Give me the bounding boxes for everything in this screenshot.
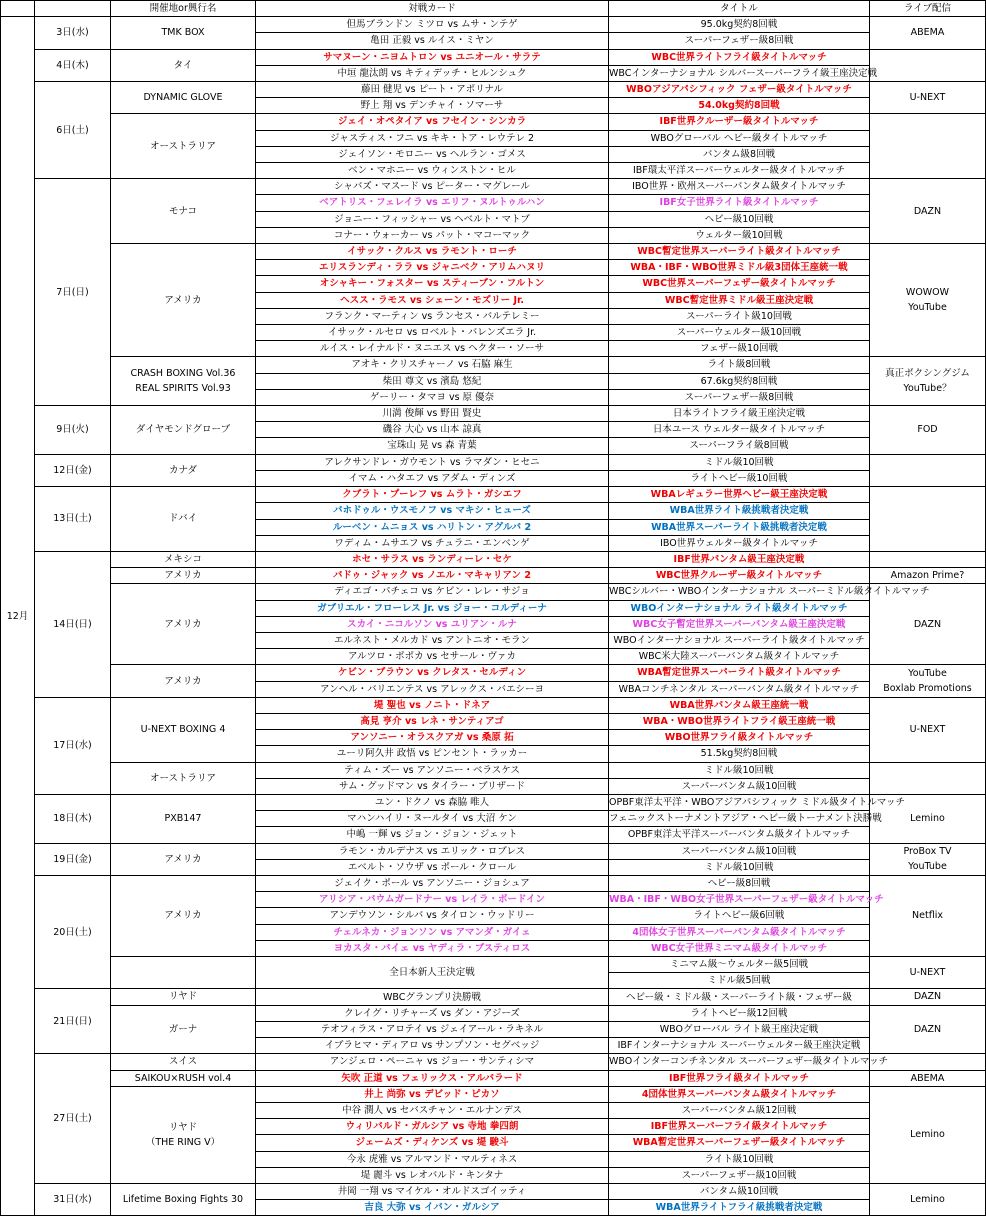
- stream-cell: [870, 1086, 986, 1183]
- title-cell: スーパーライト級10回戦: [609, 308, 870, 324]
- stream-line: U-NEXT: [909, 724, 946, 736]
- card-cell: 今永 虎雅 vs アルマンド・マルティネス: [256, 1151, 609, 1167]
- title-cell: 日本ユース ウェルター級タイトルマッチ: [609, 422, 870, 438]
- stream-line: YouTube？: [903, 383, 952, 395]
- venue-cell: [111, 957, 256, 989]
- date-cell: 9日(火): [35, 406, 111, 455]
- title-cell: スーパーバンタム級12回戦: [609, 1103, 870, 1119]
- stream-cell: [870, 82, 986, 114]
- title-cell: ミドル級10回戦: [609, 454, 870, 470]
- stream-line: Lemino: [910, 1194, 945, 1206]
- card-cell: クブラト・プーレフ vs ムラト・ガシエフ: [256, 487, 609, 503]
- title-cell: WBOアジアパシフィック フェザー級タイトルマッチ: [609, 82, 870, 98]
- venue-cell: [111, 697, 256, 762]
- title-cell: WBA世界ライト級挑戦者決定戦: [609, 503, 870, 519]
- card-cell: ラモン・カルデナス vs エリック・ロブレス: [256, 843, 609, 859]
- date-cell: 21日(日): [35, 989, 111, 1054]
- venue-line: Lifetime Boxing Fights 30: [122, 1194, 244, 1206]
- card-cell: アンソニー・オラスクアガ vs 桑原 拓: [256, 730, 609, 746]
- title-cell: ミドル級10回戦: [609, 859, 870, 875]
- title-cell: スーパーウェルター級10回戦: [609, 325, 870, 341]
- table-row: [1, 665, 986, 681]
- card-cell: 矢吹 正道 vs フェリックス・アルバラード: [256, 1070, 609, 1086]
- venue-line: オーストラリア: [149, 140, 217, 152]
- venue-line: アメリカ: [164, 294, 202, 306]
- title-cell: フェザー級10回戦: [609, 341, 870, 357]
- card-cell: テオフィラス・アロテイ vs ジェイアール・ラキネル: [256, 1021, 609, 1037]
- venue-line: （THE RING Ⅴ）: [145, 1136, 221, 1148]
- header-row: [1, 1, 986, 17]
- stream-line: Amazon Prime?: [890, 570, 965, 582]
- title-cell: WBA世界バンタム級王座統一戦: [609, 697, 870, 713]
- venue-cell: [111, 1070, 256, 1086]
- venue-cell: [111, 1184, 256, 1216]
- table-row: [1, 114, 986, 130]
- stream-line: YouTube: [908, 302, 947, 314]
- card-cell: 磯谷 大心 vs 山本 諒真: [256, 422, 609, 438]
- venue-line: ガーナ: [168, 1023, 198, 1035]
- stream-line: ABEMA: [910, 1072, 945, 1084]
- venue-cell: [111, 1054, 256, 1070]
- venue-cell: [111, 1005, 256, 1054]
- card-cell: 吉良 大弥 vs イバン・ガルシア: [256, 1200, 609, 1216]
- title-cell: WBA・IBF・WBO世界ミドル級3団体王座統一戦: [609, 260, 870, 276]
- title-cell: WBC世界クルーザー級タイトルマッチ: [609, 568, 870, 584]
- date-cell: 20日(土): [35, 876, 111, 989]
- stream-line: Netflix: [912, 910, 943, 922]
- card-cell: シャバズ・マスード vs ピーター・マグレール: [256, 179, 609, 195]
- venue-cell: [111, 762, 256, 794]
- venue-line: U-NEXT BOXING 4: [140, 724, 226, 736]
- card-cell: スカイ・ニコルソン vs ユリアン・ルナ: [256, 616, 609, 632]
- card-cell: 亀田 正毅 vs ルイス・ミヤン: [256, 33, 609, 49]
- venue-cell: [111, 551, 256, 567]
- card-cell: サマヌーン・ニヨムトロン vs ユニオール・サラテ: [256, 49, 609, 65]
- stream-line: DAZN: [913, 618, 942, 630]
- header-stream: ライブ配信: [870, 1, 986, 17]
- card-cell: ティム・ズー vs アンソニー・ベラスケス: [256, 762, 609, 778]
- table-row: [1, 82, 986, 98]
- title-cell: フェニックストーナメントアジア・ヘビー級トーナメント決勝戦: [609, 811, 870, 827]
- card-cell: ディエゴ・パチェコ vs ケビン・レレ・サジョ: [256, 584, 609, 600]
- card-cell: ベアトリス・フェレイラ vs エリフ・ヌルトゥルハン: [256, 195, 609, 211]
- venue-cell: [111, 1086, 256, 1183]
- venue-cell: [111, 665, 256, 697]
- stream-line: 真正ボクシングジム: [885, 368, 970, 380]
- card-cell: サム・グッドマン vs タイラー・ブリザード: [256, 778, 609, 794]
- card-cell: アンデウソン・シルバ vs タイロン・ウッドリー: [256, 908, 609, 924]
- table-row: [1, 989, 986, 1005]
- date-cell: 3日(水): [35, 17, 111, 49]
- stream-cell: [870, 568, 986, 584]
- table-row: [1, 487, 986, 503]
- card-cell: アレクサンドレ・ガウモント vs ラマダン・ヒセニ: [256, 454, 609, 470]
- title-cell: WBCシルバー・WBOインターナショナル スーパーミドル級タイトルマッチ: [609, 584, 870, 600]
- title-cell: 日本ライトフライ級王座決定戦: [609, 406, 870, 422]
- table-row: [1, 795, 986, 811]
- card-cell: 中嶋 一輝 vs ジョン・ジョン・ジェット: [256, 827, 609, 843]
- title-cell: WBAコンチネンタル スーパーバンタム級タイトルマッチ: [609, 681, 870, 697]
- venue-line: アメリカ: [164, 618, 202, 630]
- card-cell: ウィリバルド・ガルシア vs 寺地 拳四朗: [256, 1119, 609, 1135]
- card-cell: ルーベン・ムニョス vs ハリトン・アグルバ 2: [256, 519, 609, 535]
- title-cell: WBC世界スーパーフェザー級タイトルマッチ: [609, 276, 870, 292]
- header-date: [35, 1, 111, 17]
- title-cell: IBF世界クルーザー級タイトルマッチ: [609, 114, 870, 130]
- title-cell: OPBF東洋太平洋・WBOアジアパシフィック ミドル級タイトルマッチ: [609, 795, 870, 811]
- stream-line: Boxlab Promotions: [883, 683, 972, 695]
- title-cell: WBAレギュラー世界ヘビー級王座決定戦: [609, 487, 870, 503]
- venue-line: カナダ: [168, 464, 198, 476]
- schedule-body: [1, 17, 986, 1216]
- stream-line: ABEMA: [910, 27, 945, 39]
- title-cell: OPBF東洋太平洋スーパーバンタム級タイトルマッチ: [609, 827, 870, 843]
- title-cell: IBF環太平洋スーパーウェルター級タイトルマッチ: [609, 163, 870, 179]
- venue-cell: [111, 568, 256, 584]
- title-cell: スーパーフェザー級10回戦: [609, 1167, 870, 1183]
- card-cell: ジェイク・ポール vs アンソニー・ジョシュア: [256, 876, 609, 892]
- title-cell: WBC米大陸スーパーバンタム級タイトルマッチ: [609, 649, 870, 665]
- table-row: [1, 49, 986, 65]
- stream-cell: [870, 1005, 986, 1054]
- title-cell: WBOインターナショナル スーパーライト級タイトルマッチ: [609, 633, 870, 649]
- card-cell: マハンハイリ・ヌールタイ vs 大沼 ケン: [256, 811, 609, 827]
- date-cell: 13日(土): [35, 487, 111, 552]
- venue-line: CRASH BOXING Vol.36: [130, 368, 236, 380]
- card-cell: ジョニー・フィッシャー vs ヘベルト・マトブ: [256, 211, 609, 227]
- title-cell: IBF世界フライ級タイトルマッチ: [609, 1070, 870, 1086]
- stream-line: Lemino: [910, 1129, 945, 1141]
- title-cell: WBOグローバル ライト級王座決定戦: [609, 1021, 870, 1037]
- venue-cell: [111, 584, 256, 665]
- stream-cell: [870, 665, 986, 697]
- card-cell: オシャキー・フォスター vs スティーブン・フルトン: [256, 276, 609, 292]
- stream-line: U-NEXT: [909, 92, 946, 104]
- card-cell: 藤田 健児 vs ピート・アポリナル: [256, 82, 609, 98]
- card-cell: アンジェロ・ペーニャ vs ジョー・サンティシマ: [256, 1054, 609, 1070]
- card-cell: チェルネカ・ジョンソン vs アマンダ・ガイェ: [256, 924, 609, 940]
- stream-cell: [870, 1184, 986, 1216]
- venue-line: アメリカ: [164, 570, 202, 582]
- stream-cell: [870, 357, 986, 406]
- venue-cell: [111, 179, 256, 244]
- card-cell: 宝珠山 晃 vs 森 青葉: [256, 438, 609, 454]
- card-cell: 井岡 一翔 vs マイケル・オルドスゴイッティ: [256, 1184, 609, 1200]
- date-cell: 27日(土): [35, 1054, 111, 1184]
- venue-line: ドバイ: [168, 513, 198, 525]
- card-cell: クレイグ・リチャーズ vs ダン・アジーズ: [256, 1005, 609, 1021]
- stream-cell: [870, 49, 986, 81]
- venue-line: リヤド: [168, 1121, 198, 1133]
- venue-cell: [111, 454, 256, 486]
- venue-line: オーストラリア: [149, 772, 217, 784]
- table-row: [1, 843, 986, 859]
- venue-line: TMK BOX: [161, 27, 205, 39]
- venue-line: SAIKOU×RUSH vol.4: [134, 1072, 232, 1084]
- title-cell: ライトヘビー級10回戦: [609, 470, 870, 486]
- card-cell: ユン・ドクノ vs 森脇 唯人: [256, 795, 609, 811]
- card-cell: ホセ・サラス vs ランディーレ・セケ: [256, 551, 609, 567]
- stream-cell: [870, 762, 986, 794]
- stream-cell: [870, 179, 986, 244]
- title-cell: スーパーフェザー級8回戦: [609, 389, 870, 405]
- card-cell: ガブリエル・フローレス Jr. vs ジョー・コルディーナ: [256, 600, 609, 616]
- card-cell: ジェイ・オペタイア vs フセイン・シンカラ: [256, 114, 609, 130]
- venue-cell: [111, 49, 256, 81]
- title-cell: 95.0kg契約8回戦: [609, 17, 870, 33]
- table-row: [1, 584, 986, 600]
- title-cell: WBA・WBO世界ライトフライ級王座統一戦: [609, 714, 870, 730]
- date-cell: 12日(金): [35, 454, 111, 486]
- card-cell: アオキ・クリスチャーノ vs 石脇 麻生: [256, 357, 609, 373]
- venue-line: DYNAMIC GLOVE: [143, 92, 223, 104]
- title-cell: ライト級8回戦: [609, 357, 870, 373]
- card-cell: WBCグランプリ決勝戦: [256, 989, 609, 1005]
- title-cell: WBA暫定世界スーパーフェザー級タイトルマッチ: [609, 1135, 870, 1151]
- table-row: [1, 1070, 986, 1086]
- card-cell: ヘスス・ラモス vs シェーン・モズリー Jr.: [256, 292, 609, 308]
- title-cell: ミニマム級～ウェルター級5回戦: [609, 957, 870, 973]
- venue-line: PXB147: [164, 813, 202, 825]
- table-row: [1, 1184, 986, 1200]
- stream-cell: [870, 17, 986, 49]
- stream-cell: [870, 1070, 986, 1086]
- card-cell: 川満 俊輝 vs 野田 賢史: [256, 406, 609, 422]
- card-cell: ユーリ阿久井 政悟 vs ピンセント・ラッカー: [256, 746, 609, 762]
- card-cell: エルネスト・メルカド vs アントニオ・モラン: [256, 633, 609, 649]
- title-cell: 67.6kg契約8回戦: [609, 373, 870, 389]
- title-cell: ミドル級10回戦: [609, 762, 870, 778]
- card-cell: エリスランディ・ララ vs ジャニベク・アリムハヌリ: [256, 260, 609, 276]
- title-cell: スーパーバンタム級10回戦: [609, 843, 870, 859]
- header-card: 対戦カード: [256, 1, 609, 17]
- stream-line: FOD: [917, 424, 938, 436]
- stream-line: DAZN: [913, 1023, 942, 1035]
- stream-cell: [870, 454, 986, 486]
- title-cell: ライト級10回戦: [609, 1151, 870, 1167]
- table-row: [1, 1005, 986, 1021]
- venue-cell: [111, 114, 256, 179]
- card-cell: ゲーリー・タマヨ vs 原 優奈: [256, 389, 609, 405]
- stream-line: Lemino: [910, 813, 945, 825]
- table-row: [1, 876, 986, 892]
- card-cell: アリシア・バウムガードナー vs レイラ・ボードイン: [256, 892, 609, 908]
- stream-line: DAZN: [913, 205, 942, 217]
- venue-line: メキシコ: [164, 553, 202, 565]
- venue-line: ダイヤモンドグローブ: [135, 424, 231, 436]
- card-cell: ジェームズ・ディケンズ vs 堤 駿斗: [256, 1135, 609, 1151]
- title-cell: ライトヘビー級12回戦: [609, 1005, 870, 1021]
- stream-cell: [870, 989, 986, 1005]
- card-cell: ルイス・レイナルド・ヌニエス vs ヘクター・ソーサ: [256, 341, 609, 357]
- month-cell: 12月: [1, 17, 35, 1216]
- card-cell: ベン・マホニー vs ウィンストン・ヒル: [256, 163, 609, 179]
- header-title: タイトル: [609, 1, 870, 17]
- title-cell: WBC世界ライトフライ級タイトルマッチ: [609, 49, 870, 65]
- card-cell: ケビン・ブラウン vs クレタス・セルディン: [256, 665, 609, 681]
- title-cell: WBC女子暫定世界スーパーバンタム級王座決定戦: [609, 616, 870, 632]
- stream-line: WOWOW: [905, 287, 950, 298]
- title-cell: 54.0kg契約8回戦: [609, 98, 870, 114]
- title-cell: スーパーフライ級8回戦: [609, 438, 870, 454]
- title-cell: バンタム級8回戦: [609, 146, 870, 162]
- card-cell: イブラヒマ・ディアロ vs サンプソン・セグベッジ: [256, 1038, 609, 1054]
- stream-line: YouTube: [908, 667, 947, 679]
- card-cell: ヨカスタ・バイェ vs ヤディラ・ブスティロス: [256, 940, 609, 956]
- title-cell: WBOインターナショナル ライト級タイトルマッチ: [609, 600, 870, 616]
- stream-cell: [870, 876, 986, 957]
- card-cell: アルツロ・ポポカ vs セサール・ヴァカ: [256, 649, 609, 665]
- stream-line: DAZN: [913, 991, 942, 1003]
- date-cell: 19日(金): [35, 843, 111, 875]
- title-cell: IBO世界ウェルター級タイトルマッチ: [609, 535, 870, 551]
- venue-cell: [111, 843, 256, 875]
- venue-line: REAL SPIRITS Vol.93: [135, 383, 231, 395]
- stream-cell: [870, 487, 986, 552]
- table-row: [1, 17, 986, 33]
- venue-cell: [111, 795, 256, 844]
- title-cell: WBOインターコンチネンタル スーパーフェザー級タイトルマッチ: [609, 1054, 870, 1070]
- venue-cell: [111, 406, 256, 455]
- card-cell: フランク・マーティン vs ランセス・バルテレミー: [256, 308, 609, 324]
- title-cell: IBFインターナショナル スーパーウェルター級王座決定戦: [609, 1038, 870, 1054]
- card-cell: イサック・ルセロ vs ロベルト・バレンズエラ Jr.: [256, 325, 609, 341]
- venue-cell: [111, 82, 256, 114]
- title-cell: ウェルター級10回戦: [609, 227, 870, 243]
- title-cell: IBO世界・欧州スーパーバンタム級タイトルマッチ: [609, 179, 870, 195]
- table-row: [1, 244, 986, 260]
- stream-cell: [870, 843, 986, 875]
- card-cell: 堤 麗斗 vs レオバルド・キンタナ: [256, 1167, 609, 1183]
- card-cell: ジャスティス・フニ vs キキ・トア・レウテレ 2: [256, 130, 609, 146]
- card-cell: バホドゥル・ウスモノフ vs マキシ・ヒューズ: [256, 503, 609, 519]
- title-cell: ヘビー級8回戦: [609, 876, 870, 892]
- card-cell: 全日本新人王決定戦: [256, 957, 609, 989]
- stream-cell: [870, 551, 986, 567]
- date-cell: 31日(水): [35, 1184, 111, 1216]
- stream-cell: [870, 957, 986, 989]
- title-cell: WBC暫定世界ミドル級王座決定戦: [609, 292, 870, 308]
- title-cell: WBOグローバル ヘビー級タイトルマッチ: [609, 130, 870, 146]
- table-row: [1, 568, 986, 584]
- card-cell: アンヘル・バリエンテス vs アレックス・バエシーヨ: [256, 681, 609, 697]
- title-cell: バンタム級10回戦: [609, 1184, 870, 1200]
- title-cell: IBF世界バンタム級王座決定戦: [609, 551, 870, 567]
- venue-cell: [111, 876, 256, 957]
- stream-cell: [870, 697, 986, 762]
- venue-cell: [111, 989, 256, 1005]
- title-cell: WBC女子世界ミニマム級タイトルマッチ: [609, 940, 870, 956]
- card-cell: 野上 翔 vs デンチャイ・ソマーサ: [256, 98, 609, 114]
- title-cell: ミドル級5回戦: [609, 973, 870, 989]
- table-row: [1, 551, 986, 567]
- table-row: [1, 357, 986, 373]
- table-row: [1, 762, 986, 778]
- title-cell: ヘビー級10回戦: [609, 211, 870, 227]
- card-cell: バドゥ・ジャック vs ノエル・マキャリアン 2: [256, 568, 609, 584]
- card-cell: イマム・ハタエフ vs アダム・ディンズ: [256, 470, 609, 486]
- stream-cell: [870, 406, 986, 455]
- table-row: [1, 1054, 986, 1070]
- title-cell: スーパーフェザー級8回戦: [609, 33, 870, 49]
- title-cell: ライトヘビー級6回戦: [609, 908, 870, 924]
- date-cell: 7日(日): [35, 179, 111, 406]
- table-row: [1, 179, 986, 195]
- stream-line: YouTube: [908, 861, 947, 873]
- card-cell: 高見 亨介 vs レネ・サンティアゴ: [256, 714, 609, 730]
- card-cell: 柴田 尊文 vs 濱島 悠紀: [256, 373, 609, 389]
- card-cell: エベルト・ソウザ vs ポール・クロール: [256, 859, 609, 875]
- stream-line: U-NEXT: [909, 967, 946, 979]
- card-cell: 但馬ブランドン ミツロ vs ムサ・ンテゲ: [256, 17, 609, 33]
- title-cell: スーパーバンタム級10回戦: [609, 778, 870, 794]
- title-cell: WBA暫定世界スーパーライト級タイトルマッチ: [609, 665, 870, 681]
- title-cell: 4団体女子世界スーパーバンタム級タイトルマッチ: [609, 924, 870, 940]
- card-cell: 中谷 潤人 vs セバスチャン・エルナンデス: [256, 1103, 609, 1119]
- card-cell: ワディム・ムサエフ vs チュラニ・エンベンゲ: [256, 535, 609, 551]
- title-cell: WBA世界ライトフライ級挑戦者決定戦: [609, 1200, 870, 1216]
- venue-line: タイ: [173, 59, 193, 71]
- title-cell: WBC暫定世界スーパーライト級タイトルマッチ: [609, 244, 870, 260]
- stream-cell: [870, 244, 986, 357]
- table-row: [1, 406, 986, 422]
- venue-line: モナコ: [168, 205, 198, 217]
- date-cell: 17日(水): [35, 697, 111, 794]
- title-cell: IBF世界スーパーフライ級タイトルマッチ: [609, 1119, 870, 1135]
- title-cell: 4団体世界スーパーバンタム級タイトルマッチ: [609, 1086, 870, 1102]
- table-row: [1, 957, 986, 973]
- venue-line: アメリカ: [164, 910, 202, 922]
- title-cell: 51.5kg契約8回戦: [609, 746, 870, 762]
- title-cell: WBO世界フライ級タイトルマッチ: [609, 730, 870, 746]
- date-cell: 6日(土): [35, 82, 111, 179]
- card-cell: 井上 尚弥 vs デビッド・ピカソ: [256, 1086, 609, 1102]
- title-cell: IBF女子世界ライト級タイトルマッチ: [609, 195, 870, 211]
- title-cell: WBA・IBF・WBO女子世界スーパーフェザー級タイトルマッチ: [609, 892, 870, 908]
- venue-cell: [111, 357, 256, 406]
- venue-line: リヤド: [168, 991, 198, 1003]
- venue-line: アメリカ: [164, 853, 202, 865]
- venue-line: スイス: [168, 1056, 198, 1068]
- header-venue: 開催地or興行名: [111, 1, 256, 17]
- table-row: [1, 1086, 986, 1102]
- venue-line: アメリカ: [164, 675, 202, 687]
- title-cell: ヘビー級・ミドル級・スーパーライト級・フェザー級: [609, 989, 870, 1005]
- venue-cell: [111, 17, 256, 49]
- card-cell: コナー・ウォーカー vs パット・マコーマック: [256, 227, 609, 243]
- date-cell: 4日(木): [35, 49, 111, 81]
- date-cell: 18日(木): [35, 795, 111, 844]
- header-month: [1, 1, 35, 17]
- stream-line: ProBox TV: [903, 846, 952, 858]
- card-cell: 堤 聖也 vs ノニト・ドネア: [256, 697, 609, 713]
- title-cell: WBCインターナショナル シルバースーパーフライ級王座決定戦: [609, 65, 870, 81]
- venue-cell: [111, 244, 256, 357]
- table-row: [1, 454, 986, 470]
- stream-cell: [870, 114, 986, 179]
- venue-cell: [111, 487, 256, 552]
- table-row: [1, 697, 986, 713]
- card-cell: 中垣 龍汰朗 vs キティデッチ・ヒルンシュク: [256, 65, 609, 81]
- card-cell: イサック・クルス vs ラモント・ローチ: [256, 244, 609, 260]
- title-cell: WBA世界スーパーライト級挑戦者決定戦: [609, 519, 870, 535]
- date-cell: 14日(日): [35, 551, 111, 697]
- card-cell: ジェイソン・モロニー vs ヘルラン・ゴメス: [256, 146, 609, 162]
